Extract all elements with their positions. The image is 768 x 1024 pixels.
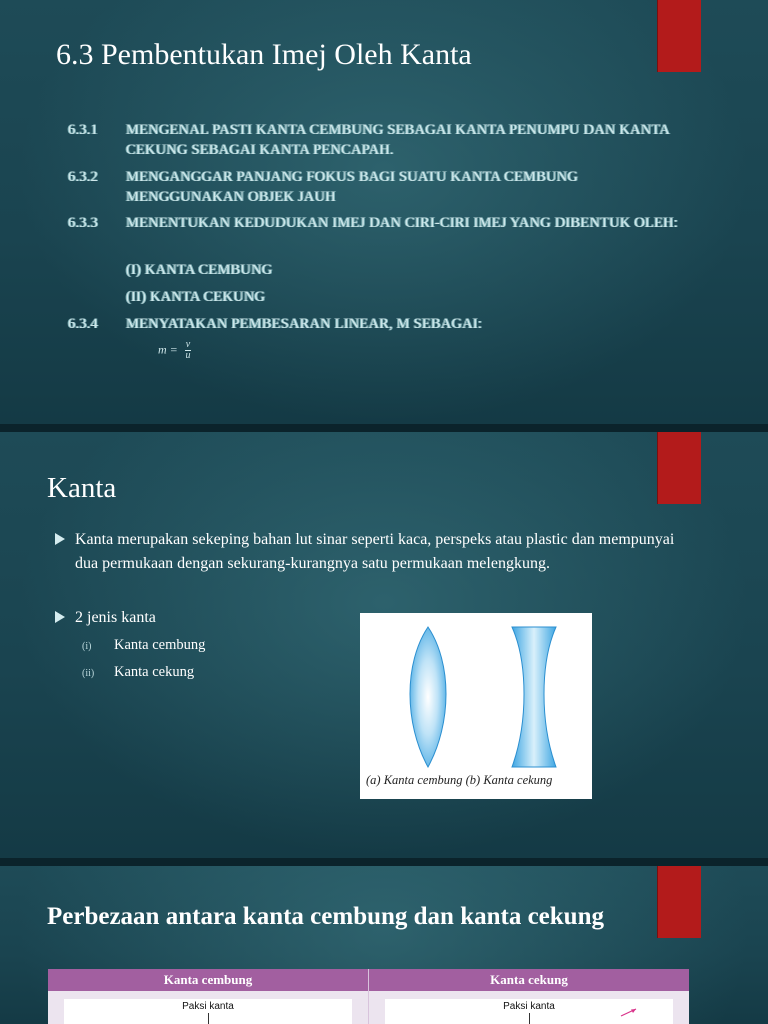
slide-divider (0, 424, 768, 432)
objective-number: 6.3.1 (68, 122, 98, 138)
objective-text: MENYATAKAN PEMBESARAN LINEAR, M SEBAGAI: (126, 316, 483, 332)
objective-text: MENENTUKAN KEDUDUKAN IMEJ DAN CIRI-CIRI IMEJ YANG DIBENTUK OLEH: (126, 215, 678, 231)
formula-fraction (185, 340, 191, 361)
axis-label: Paksi kanta (503, 1001, 555, 1012)
formula-denominator: u (185, 350, 191, 361)
slide-1 (0, 0, 768, 424)
objective-text: (I) KANTA CEMBUNG (126, 262, 273, 278)
ray-arrow-icon (619, 1007, 639, 1017)
comparison-table (48, 969, 689, 1024)
lens-caption: (a) Kanta cembung (b) Kanta cekung (366, 773, 553, 787)
bullet-text: Kanta merupakan sekeping bahan lut sinar seperti kaca, perspeks atau plastic dan mempunyai dua permukaan dengan sekurang-kurangnya satu permukaan melengkung. (75, 531, 675, 572)
convex-diagram (64, 999, 352, 1024)
formula-numerator: v (185, 339, 191, 350)
bullet-triangle-icon (55, 533, 65, 545)
bullet-triangle-icon (55, 611, 65, 623)
objective-text: MENGENAL PASTI KANTA CEMBUNG SEBAGAI KANTA PENUMPU DAN KANTA CEKUNG SEBAGAI KANTA PENCAPAH. (126, 122, 670, 158)
principal-axis-line (208, 1013, 209, 1024)
objective-subitem (0, 260, 768, 280)
magnification-formula (158, 340, 191, 361)
lens-diagram (360, 613, 592, 773)
objective-number: 6.3.3 (68, 215, 98, 231)
objective-text: MENGANGGAR PANJANG FOKUS BAGI SUATU KANTA CEMBUNG MENGGUNAKAN OBJEK JAUH (126, 169, 579, 205)
objective-item (0, 213, 768, 253)
accent-bar (657, 866, 701, 938)
objective-item (0, 120, 768, 160)
sub-item-text: Kanta cekung (114, 664, 195, 680)
objective-number: 6.3.4 (68, 316, 98, 332)
slide-title: Kanta (47, 472, 117, 504)
slide-divider (0, 858, 768, 866)
concave-lens-shape (512, 627, 556, 767)
table-cell-convex (48, 991, 369, 1024)
bullet-text: 2 jenis kanta (75, 609, 156, 626)
sub-item-number: (i) (82, 641, 92, 652)
concave-diagram (385, 999, 673, 1024)
slide-title: Perbezaan antara kanta cembung dan kanta cekung (47, 903, 604, 930)
principal-axis-line (529, 1013, 530, 1024)
convex-lens-shape (410, 627, 446, 767)
slide-2 (0, 432, 768, 858)
slide-3 (0, 866, 768, 1024)
table-cell-concave (369, 991, 689, 1024)
sub-item-text: Kanta cembung (114, 637, 206, 653)
objective-subitem (0, 287, 768, 307)
formula-lhs: m = (158, 342, 178, 357)
objective-number: 6.3.2 (68, 169, 98, 185)
sub-item-number: (ii) (82, 668, 95, 679)
accent-bar (657, 432, 701, 504)
table-header-concave: Kanta cekung (369, 969, 689, 991)
table-header-convex: Kanta cembung (48, 969, 369, 991)
slide-title: 6.3 Pembentukan Imej Oleh Kanta (56, 38, 472, 71)
objective-text: (II) KANTA CEKUNG (126, 289, 266, 305)
objective-item (0, 314, 768, 334)
objective-item (0, 167, 768, 207)
accent-bar (657, 0, 701, 72)
lens-illustration (360, 613, 592, 799)
axis-label: Paksi kanta (182, 1001, 234, 1012)
